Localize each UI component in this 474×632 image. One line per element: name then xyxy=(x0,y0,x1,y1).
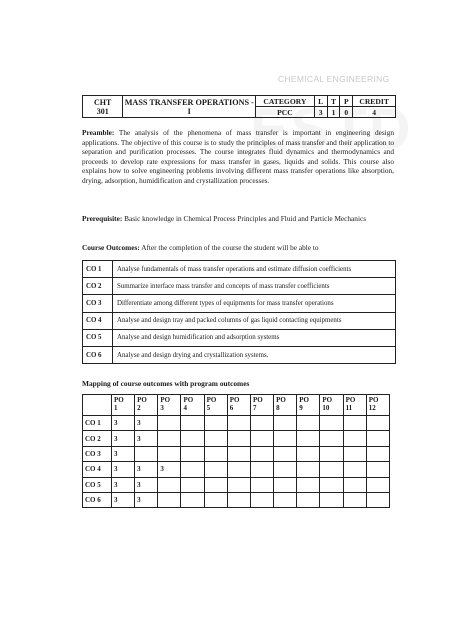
course-outcomes-table xyxy=(82,260,396,364)
mapping-value-cell xyxy=(274,416,297,431)
mapping-value-cell: 3 xyxy=(112,477,135,492)
l-label: L xyxy=(314,96,327,107)
po-header-cell: PO 3 xyxy=(158,395,181,416)
mapping-value-cell xyxy=(366,492,389,507)
mapping-value-cell xyxy=(204,431,227,446)
mapping-co-label: CO 6 xyxy=(83,492,112,507)
prerequisite-text: Basic knowledge in Chemical Process Principles and Fluid and Particle Mechanics xyxy=(124,214,367,223)
po-header-cell: PO 11 xyxy=(343,395,366,416)
mapping-value-cell xyxy=(297,416,320,431)
mapping-value-cell xyxy=(250,431,273,446)
mapping-value-cell xyxy=(227,462,250,477)
mapping-value-cell xyxy=(158,492,181,507)
mapping-value-cell xyxy=(158,477,181,492)
co-code: CO 3 xyxy=(83,295,113,312)
t-label: T xyxy=(327,96,340,107)
co-code: CO 6 xyxy=(83,346,113,363)
mapping-value-cell xyxy=(320,446,343,461)
co-row xyxy=(83,295,396,312)
po-header-cell: PO 7 xyxy=(250,395,273,416)
mapping-value-cell xyxy=(158,446,181,461)
co-row xyxy=(83,329,396,346)
mapping-value-cell: 3 xyxy=(112,462,135,477)
mapping-value-cell xyxy=(297,492,320,507)
mapping-value-cell: 3 xyxy=(135,416,158,431)
mapping-value-cell xyxy=(250,462,273,477)
mapping-value-cell xyxy=(297,462,320,477)
mapping-value-cell xyxy=(274,431,297,446)
co-code: CO 4 xyxy=(83,312,113,329)
mapping-value-cell xyxy=(158,416,181,431)
po-header-cell: PO 2 xyxy=(135,395,158,416)
mapping-value-cell xyxy=(181,462,204,477)
mapping-row xyxy=(83,477,390,492)
mapping-value-cell xyxy=(227,416,250,431)
p-value: 0 xyxy=(340,107,353,118)
co-description: Differentiate among different types of equipments for mass transfer operations xyxy=(113,295,396,312)
mapping-value-cell xyxy=(227,492,250,507)
mapping-value-cell xyxy=(227,431,250,446)
mapping-value-cell xyxy=(204,492,227,507)
mapping-value-cell xyxy=(181,477,204,492)
mapping-row xyxy=(83,462,390,477)
mapping-value-cell xyxy=(366,431,389,446)
mapping-value-cell xyxy=(343,446,366,461)
mapping-value-cell: 3 xyxy=(112,431,135,446)
co-row xyxy=(83,312,396,329)
mapping-value-cell xyxy=(320,431,343,446)
mapping-value-cell xyxy=(158,431,181,446)
mapping-value-cell xyxy=(181,492,204,507)
mapping-value-cell xyxy=(204,462,227,477)
po-header-cell: PO 1 xyxy=(112,395,135,416)
mapping-value-cell xyxy=(181,431,204,446)
mapping-value-cell xyxy=(274,477,297,492)
co-row xyxy=(83,278,396,295)
mapping-value-cell xyxy=(320,492,343,507)
mapping-value-cell xyxy=(343,462,366,477)
p-label: P xyxy=(340,96,353,107)
po-header-cell: PO 8 xyxy=(274,395,297,416)
mapping-value-cell xyxy=(320,462,343,477)
mapping-value-cell xyxy=(250,416,273,431)
po-header-cell: PO 10 xyxy=(320,395,343,416)
mapping-value-cell: 3 xyxy=(112,416,135,431)
l-value: 3 xyxy=(314,107,327,118)
mapping-value-cell xyxy=(343,416,366,431)
category-label: CATEGORY xyxy=(256,96,315,107)
mapping-value-cell: 3 xyxy=(112,492,135,507)
mapping-value-cell xyxy=(274,492,297,507)
mapping-value-cell xyxy=(181,446,204,461)
mapping-value-cell xyxy=(204,477,227,492)
mapping-value-cell xyxy=(366,416,389,431)
course-outcomes-text: After the completion of the course the student will be able to xyxy=(141,243,319,252)
co-description: Summarize interface mass transfer and concepts of mass transfer coefficients xyxy=(113,278,396,295)
co-description: Analyse fundamentals of mass transfer operations and estimate diffusion coefficients xyxy=(113,261,396,278)
mapping-value-cell xyxy=(250,492,273,507)
co-code: CO 1 xyxy=(83,261,113,278)
prerequisite-section xyxy=(82,214,394,224)
course-code-line2: 301 xyxy=(96,106,109,116)
mapping-value-cell xyxy=(227,446,250,461)
co-po-mapping-table xyxy=(82,394,390,508)
co-description: Analyse and design drying and crystallization systems. xyxy=(113,346,396,363)
mapping-value-cell xyxy=(320,416,343,431)
course-code-cell xyxy=(83,96,123,118)
mapping-row xyxy=(83,446,390,461)
prerequisite-label: Prerequisite: xyxy=(82,214,123,223)
mapping-co-label: CO 2 xyxy=(83,431,112,446)
mapping-co-label: CO 4 xyxy=(83,462,112,477)
mapping-row xyxy=(83,492,390,507)
po-header-cell: PO 4 xyxy=(181,395,204,416)
mapping-value-cell xyxy=(366,446,389,461)
po-header-cell: PO 6 xyxy=(227,395,250,416)
mapping-value-cell xyxy=(297,431,320,446)
mapping-value-cell: 3 xyxy=(135,492,158,507)
t-value: 1 xyxy=(327,107,340,118)
mapping-value-cell xyxy=(204,446,227,461)
mapping-value-cell xyxy=(250,446,273,461)
mapping-value-cell xyxy=(366,462,389,477)
mapping-value-cell xyxy=(297,446,320,461)
mapping-value-cell xyxy=(274,462,297,477)
mapping-title: Mapping of course outcomes with program outcomes xyxy=(82,379,250,388)
credit-value: 4 xyxy=(353,107,396,118)
mapping-value-cell xyxy=(227,477,250,492)
mapping-value-cell xyxy=(181,416,204,431)
mapping-value-cell xyxy=(274,446,297,461)
mapping-row xyxy=(83,416,390,431)
course-title: MASS TRANSFER OPERATIONS -I xyxy=(124,97,254,116)
mapping-value-cell: 3 xyxy=(135,431,158,446)
preamble-text: The analysis of the phenomena of mass transfer is important in engineering design applications. The objective of this course is to study the principles of mass transfer and their application to separation and purification processes. The course integrates fluid dynamics and thermodynamics and proceeds to develop rate expressions for mass transfer in gases, liquids and solids. This course also explains how to solve engineering problems involving different mass transfer operations like absorption, drying, adsorption, humidification and crystallization processes. xyxy=(82,128,394,185)
mapping-co-label: CO 3 xyxy=(83,446,112,461)
mapping-value-cell: 3 xyxy=(135,462,158,477)
co-description: Analyse and design tray and packed columns of gas liquid contacting equipments xyxy=(113,312,396,329)
co-code: CO 2 xyxy=(83,278,113,295)
department-header: CHEMICAL ENGINEERING xyxy=(278,74,390,84)
co-row xyxy=(83,346,396,363)
corner-cell xyxy=(83,395,112,416)
mapping-row xyxy=(83,431,390,446)
mapping-value-cell xyxy=(204,416,227,431)
mapping-co-label: CO 1 xyxy=(83,416,112,431)
preamble-section xyxy=(82,128,394,186)
course-outcomes-label: Course Outcomes: xyxy=(82,243,140,252)
po-header-cell: PO 5 xyxy=(204,395,227,416)
course-outcomes-intro xyxy=(82,243,394,253)
preamble-label: Preamble: xyxy=(82,128,115,137)
mapping-value-cell: 3 xyxy=(158,462,181,477)
mapping-value-cell xyxy=(343,431,366,446)
mapping-value-cell xyxy=(135,446,158,461)
mapping-value-cell xyxy=(250,477,273,492)
course-code-line1: CHT xyxy=(94,97,112,107)
po-header-row xyxy=(83,395,390,416)
co-description: Analyse and design humidification and adsorption systems xyxy=(113,329,396,346)
mapping-value-cell xyxy=(343,492,366,507)
course-header-table xyxy=(82,95,396,118)
co-row xyxy=(83,261,396,278)
mapping-value-cell xyxy=(320,477,343,492)
po-header-cell: PO 12 xyxy=(366,395,389,416)
category-value: PCC xyxy=(256,107,315,118)
mapping-value-cell: 3 xyxy=(135,477,158,492)
mapping-value-cell xyxy=(297,477,320,492)
mapping-value-cell xyxy=(343,477,366,492)
mapping-co-label: CO 5 xyxy=(83,477,112,492)
co-code: CO 5 xyxy=(83,329,113,346)
credit-label: CREDIT xyxy=(353,96,396,107)
po-header-cell: PO 9 xyxy=(297,395,320,416)
mapping-value-cell: 3 xyxy=(112,446,135,461)
mapping-value-cell xyxy=(366,477,389,492)
